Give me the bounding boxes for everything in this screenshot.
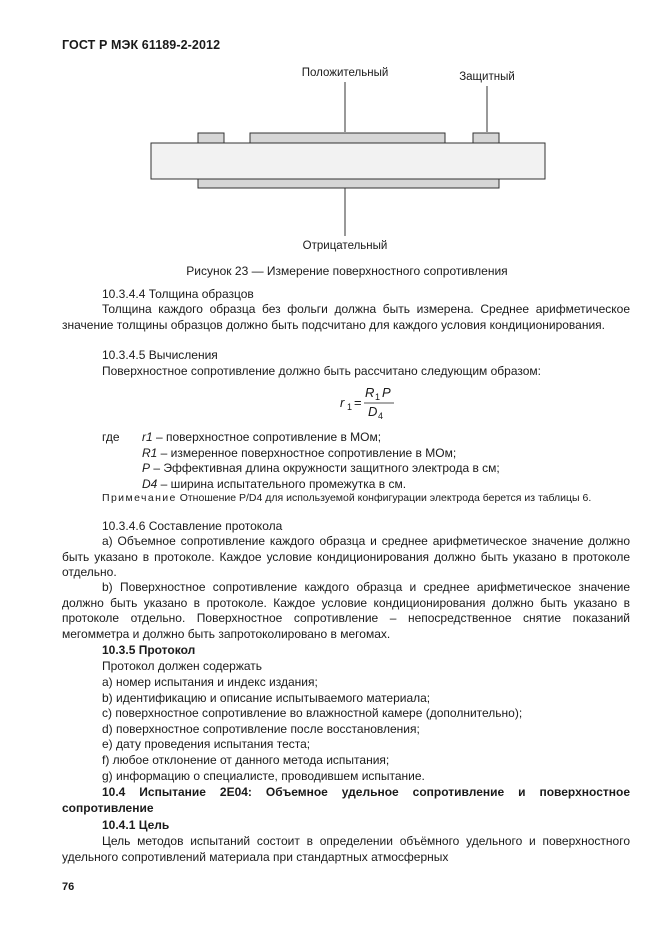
section-10346-b: b) Поверхностное сопротивление каждого образца и среднее арифметическое значение должно быть указано в протоколе. Каждое условие кондиционирования должно быть указано в протоколе отдельно. Поверхностное сопротивление – непосредственное снятие показаний мегомметра и должно быть запротоколировано в мегомах. xyxy=(62,580,630,641)
definition-item: r1 – поверхностное сопротивление в МОм; xyxy=(142,430,382,444)
electrode-diagram xyxy=(140,60,560,260)
list-item: b) идентификацию и описание испытываемого материала; xyxy=(102,690,431,705)
page-number: 76 xyxy=(62,881,75,893)
formula-lhs: r xyxy=(340,395,345,410)
note-label: Примечание xyxy=(102,492,177,504)
definition-item: P – Эффективная длина окружности защитного электрода в см; xyxy=(142,461,500,476)
label-positive: Положительный xyxy=(301,67,389,79)
section-1041-heading: 10.4.1 Цель xyxy=(102,818,170,832)
definition-item: D4 – ширина испытательного промежутка в см. xyxy=(142,476,407,491)
surface-resistance-formula xyxy=(338,380,428,420)
section-10345-text: Поверхностное сопротивление должно быть рассчитано следующим образом: xyxy=(102,364,542,378)
formula-equals: = xyxy=(354,395,362,410)
label-guard: Защитный xyxy=(459,71,515,83)
guard-electrode-left xyxy=(198,133,224,143)
list-item: f) любое отклонение от данного метода испытания; xyxy=(102,752,390,767)
note-text: Отношение P/D4 для используемой конфигурации электрода берется из таблицы 6. xyxy=(176,492,592,504)
figure-caption: Рисунок 23 — Измерение поверхностного сопротивления xyxy=(186,264,508,278)
section-1035-heading: 10.3.5 Протокол xyxy=(102,643,196,657)
section-10346-heading: 10.3.4.6 Составление протокола xyxy=(102,519,283,533)
formula-num-a: R xyxy=(365,385,375,400)
protocol-items xyxy=(62,675,630,784)
specimen-slab xyxy=(151,143,545,179)
negative-electrode xyxy=(198,179,499,188)
positive-electrode xyxy=(250,133,445,143)
formula-num-b: P xyxy=(382,385,391,400)
list-item: е) дату проведения испытания теста; xyxy=(102,737,311,752)
list-item: d) поверхностное сопротивление после восстановления; xyxy=(102,721,420,736)
list-item: c) поверхностное сопротивление во влажностной камере (дополнительно); xyxy=(102,706,523,721)
section-1035-intro: Протокол должен содержать xyxy=(102,659,263,673)
guard-electrode-right xyxy=(473,133,499,143)
section-10344-heading: 10.3.4.4 Толщина образцов xyxy=(102,287,254,301)
label-negative: Отрицательный xyxy=(302,240,388,252)
list-item: а) номер испытания и индекс издания; xyxy=(102,675,318,689)
formula-den-sub: 4 xyxy=(378,411,384,420)
note-paragraph xyxy=(62,491,630,505)
section-1041-text: Цель методов испытаний состоит в определении объёмного удельного и поверхностного удельного сопротивлений материала при стандартных атмосферных xyxy=(62,834,630,864)
where-label: где xyxy=(102,430,120,444)
definition-item: R1 – измеренное поверхностное сопротивление в МОм; xyxy=(142,445,457,460)
document-header: ГОСТ Р МЭК 61189-2-2012 xyxy=(62,38,221,52)
section-10344-text: Толщина каждого образца без фольги должна быть измерена. Среднее арифметическое значение толщины образцов должно быть подсчитано для каждого условия кондиционирования. xyxy=(62,302,630,332)
definitions-list xyxy=(142,430,632,492)
section-10346-a: а) Объемное сопротивление каждого образца и среднее арифметическое значение должно быть указано в протоколе. Каждое условие кондиционирования должно быть указано в протоколе отдельно. xyxy=(62,534,630,580)
list-item: g) информацию о специалисте, проводившем испытание. xyxy=(102,768,425,783)
section-10345-heading: 10.3.4.5 Вычисления xyxy=(102,348,218,362)
formula-lhs-sub: 1 xyxy=(347,402,353,412)
formula-den: D xyxy=(368,404,378,419)
formula-num-a-sub: 1 xyxy=(375,392,381,402)
section-104-heading: 10.4 Испытание 2Е04: Объемное удельное сопротивление и поверхностное сопротивление xyxy=(62,785,630,815)
